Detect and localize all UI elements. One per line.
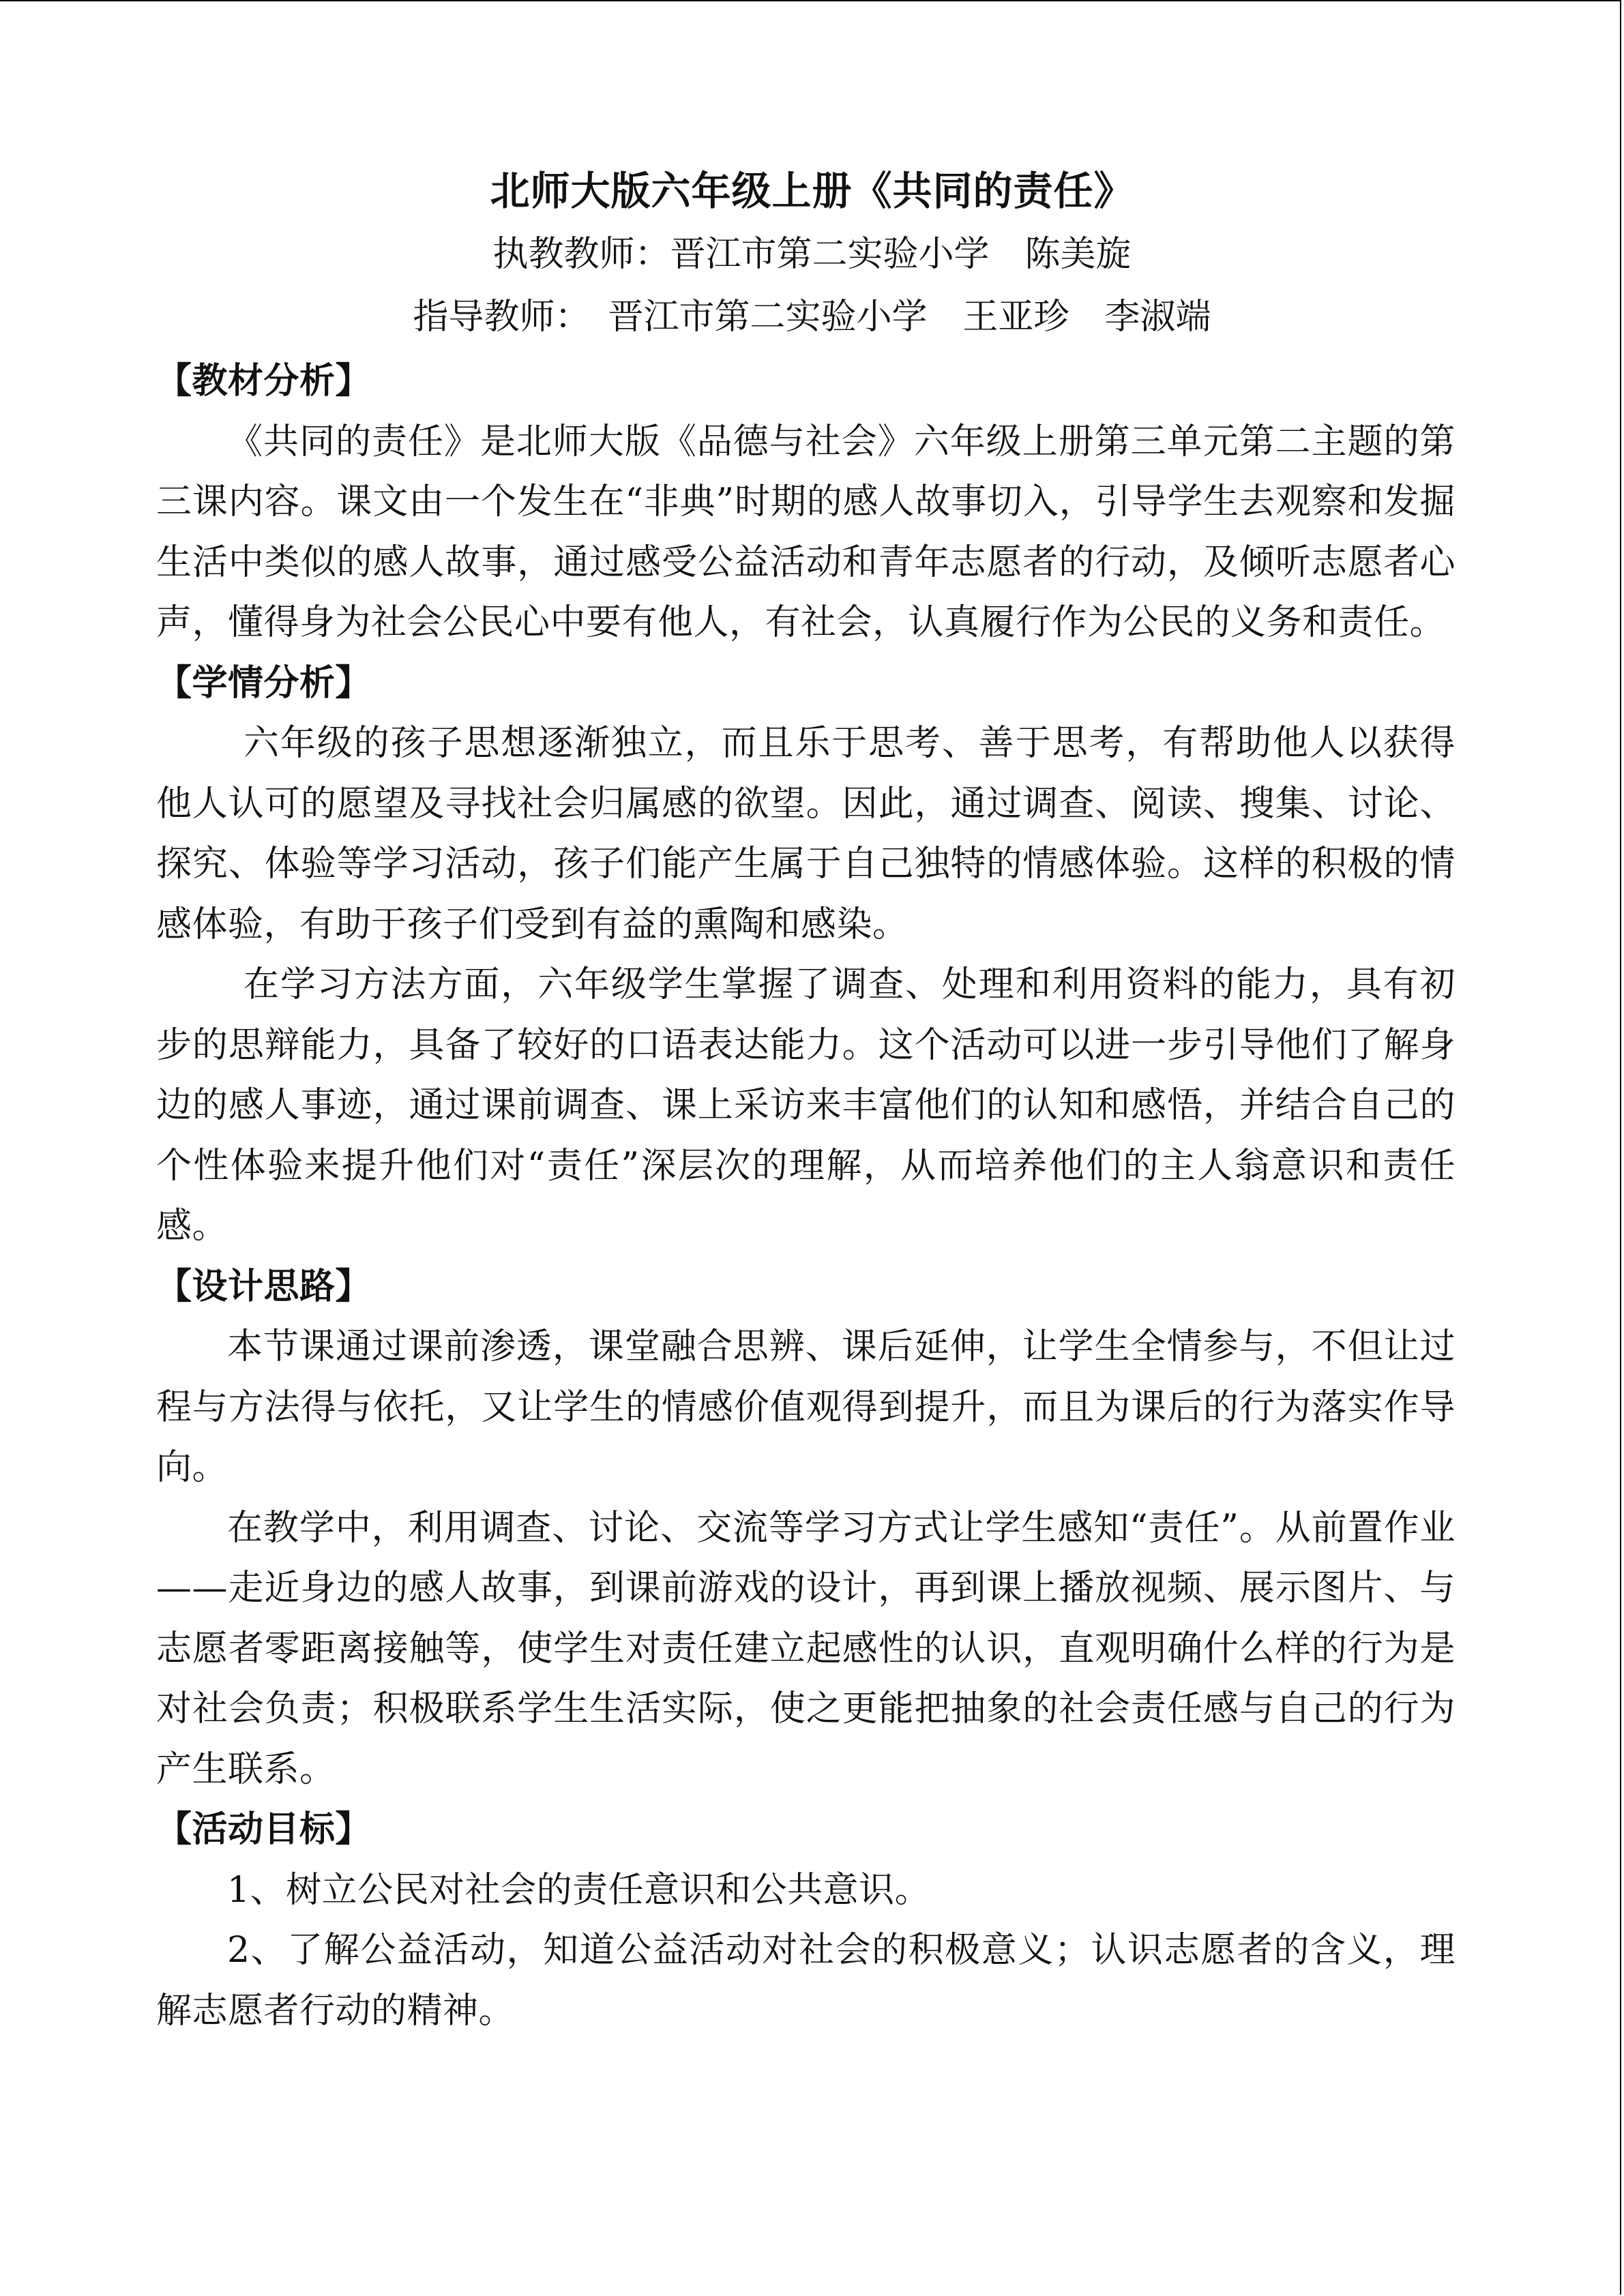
paragraph: 《共同的责任》是北师大版《品德与社会》六年级上册第三单元第二主题的第三课内容。课文由一个发生在“非典”时期的感人故事切入，引导学生去观察和发掘生活中类似的感人故事，通过感受公益活动和青年志愿者的行动，及倾听志愿者心声，懂得身为社会公民心中要有他人，有社会，认真履行作为公民的义务和责任。	[156, 421, 1456, 643]
paragraph: 在学习方法方面，六年级学生掌握了调查、处理和利用资料的能力，具有初步的思辩能力，具备了较好的口语表达能力。这个活动可以进一步引导他们了解身边的感人事迹，通过课前调查、课上采访来丰富他们的认知和感悟，并结合自己的个性体验来提升他们对“责任”深层次的理解，从而培养他们的主人翁意识和责任感。	[156, 964, 1456, 1247]
paragraph: 本节课通过课前渗透，课堂融合思辨、课后延伸，让学生全情参与，不但让过程与方法得与依托，又让学生的情感价值观得到提升，而且为课后的行为落实作导向。	[156, 1326, 1456, 1488]
goal-item: 2、了解公益活动，知道公益活动对社会的积极意义；认识志愿者的含义，理解志愿者行动的精神。	[156, 1930, 1456, 2031]
section-textbook-analysis	[156, 351, 1456, 653]
paragraph: 在教学中，利用调查、讨论、交流等学习方式让学生感知“责任”。从前置作业——走近身边的感人故事，到课前游戏的设计，再到课上播放视频、展示图片、与志愿者零距离接触等，使学生对责任建立起感性的认识，直观明确什么样的行为是对社会负责；积极联系学生生活实际，使之更能把抽象的社会责任感与自己的行为产生联系。	[156, 1507, 1456, 1790]
teacher-byline: 执教教师：晋江市第二实验小学 陈美旋	[492, 234, 1132, 275]
section-student-analysis	[156, 653, 1456, 1257]
section-activity-goals	[156, 1800, 1456, 2041]
document-body	[156, 351, 1456, 2041]
advisor-byline: 指导教师： 晋江市第二实验小学 王亚珍 李淑端	[413, 297, 1211, 338]
section-heading: 【活动目标】	[156, 1809, 372, 1850]
section-heading: 【学情分析】	[156, 662, 372, 704]
goal-item: 1、树立公民对社会的责任意识和公共意识。	[227, 1869, 931, 1911]
document-title: 北师大版六年级上册《共同的责任》	[490, 168, 1134, 214]
section-design-ideas	[156, 1257, 1456, 1800]
section-heading: 【设计思路】	[156, 1266, 372, 1307]
paragraph: 六年级的孩子思想逐渐独立，而且乐于思考、善于思考，有帮助他人以获得他人认可的愿望及寻找社会归属感的欲望。因此，通过调查、阅读、搜集、讨论、探究、体验等学习活动，孩子们能产生属于自己独特的情感体验。这样的积极的情感体验，有助于孩子们受到有益的熏陶和感染。	[156, 723, 1456, 945]
section-heading: 【教材分析】	[156, 361, 372, 402]
